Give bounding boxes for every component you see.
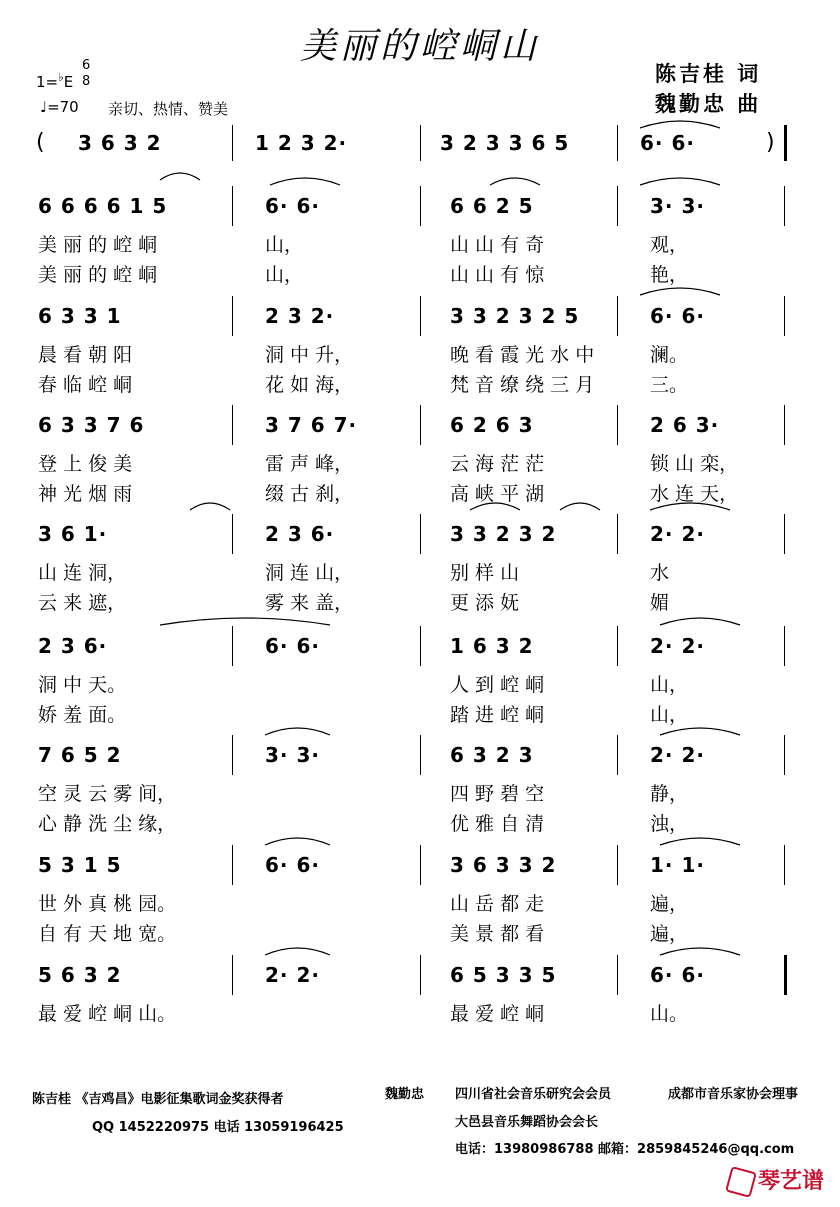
lyric-verse-2: 春 临 崆 峒 bbox=[38, 374, 133, 396]
lyric-verse-2: 雾 来 盖， bbox=[265, 592, 354, 614]
lyric-verse-2: 艳， bbox=[650, 264, 689, 286]
tempo-mark: ♩=70 bbox=[40, 98, 79, 116]
tie-arc bbox=[160, 618, 330, 625]
lyric-verse-2: 娇 羞 面。 bbox=[38, 704, 127, 726]
tie-arc bbox=[640, 178, 720, 185]
lyric-verse-2: 遍， bbox=[650, 923, 689, 945]
watermark-logo: 琴艺谱 bbox=[728, 1164, 824, 1195]
key-signature: 1=♭E bbox=[36, 70, 74, 91]
measure-notes: 3· 3· bbox=[650, 194, 705, 218]
expression-mark: 亲切、热情、赞美 bbox=[108, 100, 229, 118]
lyricist-credit: 陈吉桂 词 bbox=[655, 62, 762, 86]
lyric-verse-1: 水 bbox=[650, 562, 670, 584]
tie-arc bbox=[265, 728, 330, 735]
lyric-verse-2: 踏 进 崆 峒 bbox=[450, 704, 545, 726]
intro-measure: 3 2 3 3 6 5 bbox=[440, 131, 570, 155]
lyric-verse-1: 山 连 洞， bbox=[38, 562, 127, 584]
measure-notes: 6 6 6 6 1 5 bbox=[38, 194, 168, 218]
measure-notes: 6 3 3 1 bbox=[38, 304, 122, 328]
composer-bio-2: 成都市音乐家协会理事 bbox=[668, 1087, 799, 1102]
measure-notes: 6· 6· bbox=[650, 304, 705, 328]
lyric-verse-2: 浊， bbox=[650, 813, 689, 835]
intro-paren-close: ) bbox=[766, 130, 775, 155]
tie-arc bbox=[640, 121, 720, 128]
lyric-verse-2: 媚 bbox=[650, 592, 670, 614]
measure-notes: 6· 6· bbox=[650, 963, 705, 987]
tie-arc bbox=[190, 503, 230, 510]
lyric-verse-1: 最 爱 崆 峒 山。 bbox=[38, 1003, 177, 1025]
lyric-verse-1: 晨 看 朝 阳 bbox=[38, 344, 133, 366]
measure-notes: 2· 2· bbox=[265, 963, 320, 987]
tie-arc bbox=[640, 288, 720, 295]
measure-notes: 3 3 2 3 2 bbox=[450, 522, 557, 546]
lyric-verse-1: 人 到 崆 峒 bbox=[450, 674, 545, 696]
lyric-verse-2: 更 添 妩 bbox=[450, 592, 520, 614]
lyric-verse-2: 高 峡 平 湖 bbox=[450, 483, 545, 505]
tie-arc bbox=[660, 618, 740, 625]
measure-notes: 6· 6· bbox=[265, 634, 320, 658]
lyric-verse-2: 美 景 都 看 bbox=[450, 923, 545, 945]
measure-notes: 2· 2· bbox=[650, 743, 705, 767]
measure-notes: 6 2 6 3 bbox=[450, 413, 534, 437]
measure-notes: 5 6 3 2 bbox=[38, 963, 122, 987]
lyric-verse-2: 云 来 遮， bbox=[38, 592, 127, 614]
measure-notes: 6 6 2 5 bbox=[450, 194, 534, 218]
measure-notes: 5 3 1 5 bbox=[38, 853, 122, 877]
tie-arc bbox=[650, 503, 730, 510]
measure-notes: 2 6 3· bbox=[650, 413, 720, 437]
intro-measure: 6· 6· bbox=[640, 131, 695, 155]
intro-measure: 3 6 3 2 bbox=[78, 131, 162, 155]
lyric-verse-2: 自 有 天 地 宽。 bbox=[38, 923, 177, 945]
lyric-verse-1: 山 山 有 奇 bbox=[450, 234, 545, 256]
logo-icon bbox=[725, 1166, 757, 1198]
lyric-verse-1: 空 灵 云 雾 间， bbox=[38, 783, 177, 805]
tie-arc bbox=[560, 503, 600, 510]
lyric-verse-1: 山， bbox=[265, 234, 304, 256]
tie-arc bbox=[660, 728, 740, 735]
lyric-verse-1: 世 外 真 桃 园。 bbox=[38, 893, 177, 915]
lyric-verse-1: 晚 看 霞 光 水 中 bbox=[450, 344, 595, 366]
composer-bio-1: 四川省社会音乐研究会会员 bbox=[455, 1087, 612, 1102]
lyric-verse-2: 水 连 天， bbox=[650, 483, 739, 505]
lyric-verse-1: 山。 bbox=[650, 1003, 689, 1025]
song-title: 美丽的崆峒山 bbox=[300, 26, 541, 67]
lyric-verse-1: 静， bbox=[650, 783, 689, 805]
lyric-verse-1: 美 丽 的 崆 峒 bbox=[38, 234, 158, 256]
measure-notes: 3 6 1· bbox=[38, 522, 108, 546]
lyric-verse-2: 优 雅 自 清 bbox=[450, 813, 545, 835]
lyric-verse-1: 观， bbox=[650, 234, 689, 256]
measure-notes: 6 3 3 7 6 bbox=[38, 413, 145, 437]
tie-arc bbox=[160, 173, 200, 180]
measure-notes: 6· 6· bbox=[265, 194, 320, 218]
measure-notes: 2 3 6· bbox=[38, 634, 108, 658]
lyric-verse-1: 洞 连 山， bbox=[265, 562, 354, 584]
measure-notes: 3 6 3 3 2 bbox=[450, 853, 557, 877]
lyric-verse-2: 梵 音 缭 绕 三 月 bbox=[450, 374, 595, 396]
lyric-verse-2: 花 如 海， bbox=[265, 374, 354, 396]
lyricist-contact: QQ 1452220975 电话 13059196425 bbox=[92, 1120, 344, 1135]
tie-arc bbox=[490, 178, 540, 185]
composer-bio-3: 大邑县音乐舞蹈协会会长 bbox=[455, 1115, 599, 1130]
lyric-verse-2: 三。 bbox=[650, 374, 689, 396]
time-signature: 6 8 bbox=[82, 58, 91, 89]
lyric-verse-1: 山 岳 都 走 bbox=[450, 893, 545, 915]
measure-notes: 2 3 2· bbox=[265, 304, 335, 328]
measure-notes: 2· 2· bbox=[650, 634, 705, 658]
lyric-verse-2: 缀 古 刹， bbox=[265, 483, 354, 505]
measure-notes: 3· 3· bbox=[265, 743, 320, 767]
tie-arc bbox=[660, 838, 740, 845]
lyric-verse-1: 锁 山 栾， bbox=[650, 453, 739, 475]
lyric-verse-2: 山， bbox=[265, 264, 304, 286]
lyric-verse-1: 遍， bbox=[650, 893, 689, 915]
lyric-verse-2: 山， bbox=[650, 704, 689, 726]
measure-notes: 6· 6· bbox=[265, 853, 320, 877]
lyric-verse-2: 山 山 有 惊 bbox=[450, 264, 545, 286]
measure-notes: 2 3 6· bbox=[265, 522, 335, 546]
tie-arc bbox=[470, 503, 520, 510]
lyric-verse-1: 澜。 bbox=[650, 344, 689, 366]
tie-arc bbox=[660, 948, 740, 955]
composer-contact: 电话：13980986788 邮箱：2859845246@qq.com bbox=[455, 1142, 795, 1157]
lyricist-bio: 陈吉桂 《吉鸡昌》电影征集歌词金奖获得者 bbox=[32, 1092, 284, 1107]
measure-notes: 1· 1· bbox=[650, 853, 705, 877]
lyric-verse-2: 神 光 烟 雨 bbox=[38, 483, 133, 505]
lyric-verse-1: 雷 声 峰， bbox=[265, 453, 354, 475]
measure-notes: 2· 2· bbox=[650, 522, 705, 546]
lyric-verse-1: 登 上 俊 美 bbox=[38, 453, 133, 475]
tie-arc bbox=[265, 838, 330, 845]
lyric-verse-1: 云 海 茫 茫 bbox=[450, 453, 545, 475]
lyric-verse-1: 别 样 山 bbox=[450, 562, 520, 584]
measure-notes: 6 3 2 3 bbox=[450, 743, 534, 767]
measure-notes: 3 7 6 7· bbox=[265, 413, 358, 437]
lyric-verse-2: 心 静 洗 尘 缘， bbox=[38, 813, 177, 835]
lyric-verse-1: 四 野 碧 空 bbox=[450, 783, 545, 805]
measure-notes: 1 6 3 2 bbox=[450, 634, 534, 658]
measure-notes: 6 5 3 3 5 bbox=[450, 963, 557, 987]
measure-notes: 7 6 5 2 bbox=[38, 743, 122, 767]
tie-arc bbox=[265, 948, 330, 955]
tie-arc bbox=[270, 178, 340, 185]
lyric-verse-1: 最 爱 崆 峒 bbox=[450, 1003, 545, 1025]
composer-name: 魏勤忠 bbox=[385, 1087, 425, 1102]
composer-credit: 魏勤忠 曲 bbox=[655, 92, 762, 116]
lyric-verse-1: 山， bbox=[650, 674, 689, 696]
measure-notes: 3 3 2 3 2 5 bbox=[450, 304, 580, 328]
lyric-verse-1: 洞 中 升， bbox=[265, 344, 354, 366]
intro-paren-open: ( bbox=[36, 130, 45, 155]
intro-measure: 1 2 3 2· bbox=[255, 131, 348, 155]
lyric-verse-2: 美 丽 的 崆 峒 bbox=[38, 264, 158, 286]
lyric-verse-1: 洞 中 天。 bbox=[38, 674, 127, 696]
